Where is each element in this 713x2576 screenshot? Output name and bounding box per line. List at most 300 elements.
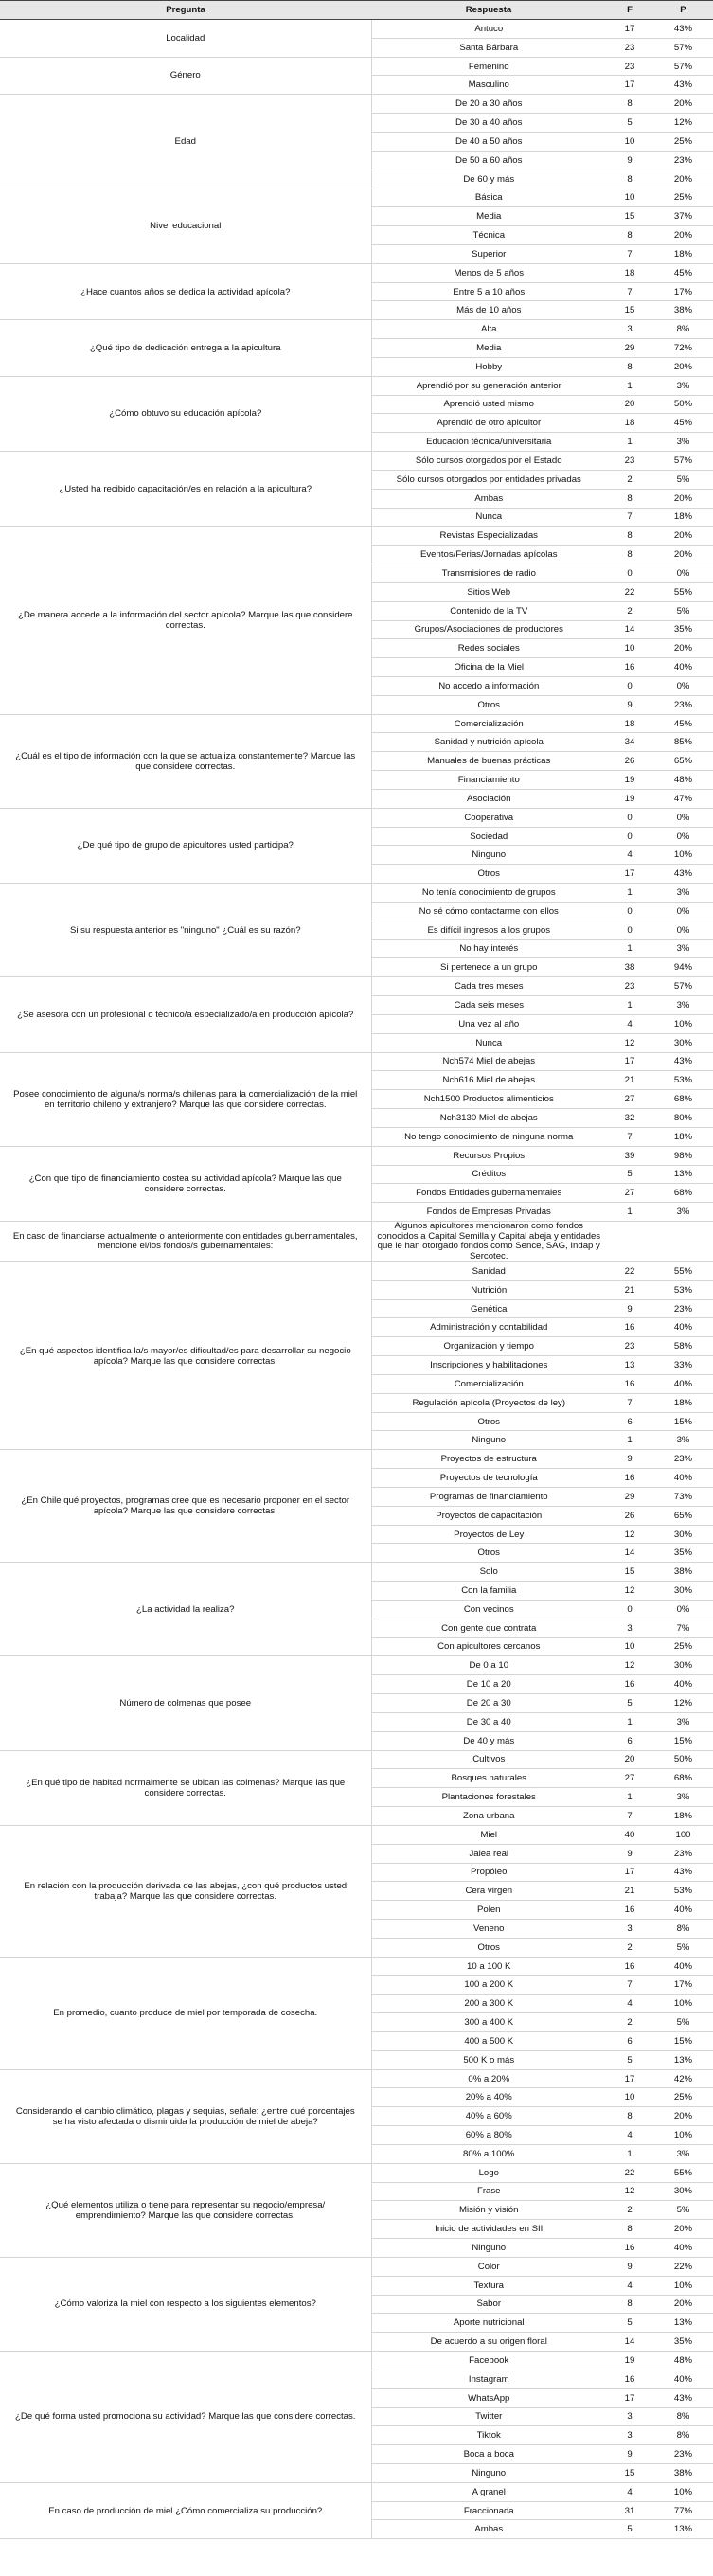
question-cell: En caso de financiarse actualmente o anteriormente con entidades gubernamentales, mencione el/los fondos/s gubernamentales:: [0, 1222, 371, 1262]
frequency-cell: 6: [606, 2031, 653, 2050]
frequency-cell: 1: [606, 1788, 653, 1807]
question-cell: ¿Cómo valoriza la miel con respecto a los siguientes elementos?: [0, 2257, 371, 2351]
answer-cell: Genética: [371, 1299, 606, 1318]
frequency-cell: 14: [606, 620, 653, 639]
frequency-cell: 1: [606, 884, 653, 903]
answer-cell: No hay interés: [371, 939, 606, 958]
percent-cell: 30%: [653, 2182, 713, 2201]
answer-cell: Proyectos de capacitación: [371, 1506, 606, 1525]
percent-cell: 40%: [653, 2239, 713, 2258]
frequency-cell: 23: [606, 452, 653, 471]
answer-cell: De 60 y más: [371, 170, 606, 188]
answer-cell: Masculino: [371, 76, 606, 95]
answer-cell: Facebook: [371, 2352, 606, 2370]
percent-cell: 77%: [653, 2501, 713, 2520]
answer-cell: Con gente que contrata: [371, 1619, 606, 1637]
frequency-cell: 21: [606, 1280, 653, 1299]
frequency-cell: 8: [606, 2295, 653, 2314]
table-row: [0, 95, 713, 114]
percent-cell: 20%: [653, 226, 713, 245]
answer-cell: WhatsApp: [371, 2388, 606, 2407]
frequency-cell: 18: [606, 714, 653, 733]
answer-cell: Misión y visión: [371, 2201, 606, 2220]
percent-cell: 23%: [653, 2445, 713, 2464]
table-row: [0, 320, 713, 339]
frequency-cell: 21: [606, 1071, 653, 1090]
frequency-cell: 9: [606, 2257, 653, 2276]
answer-cell: Propóleo: [371, 1863, 606, 1882]
frequency-cell: 2: [606, 1938, 653, 1957]
frequency-cell: 4: [606, 2276, 653, 2295]
percent-cell: 20%: [653, 95, 713, 114]
table-row: [0, 1656, 713, 1675]
answer-cell: Comercialización: [371, 1374, 606, 1393]
percent-cell: 20%: [653, 357, 713, 376]
frequency-cell: 20: [606, 1750, 653, 1769]
answer-cell: Entre 5 a 10 años: [371, 282, 606, 301]
answer-cell: Manuales de buenas prácticas: [371, 752, 606, 771]
percent-cell: 0%: [653, 676, 713, 695]
answer-cell: Sanidad: [371, 1262, 606, 1281]
table-row: [0, 188, 713, 207]
frequency-cell: 26: [606, 752, 653, 771]
table-row: [0, 2257, 713, 2276]
answer-cell: Financiamiento: [371, 771, 606, 790]
answer-cell: De 40 a 50 años: [371, 132, 606, 151]
percent-cell: 5%: [653, 2013, 713, 2032]
answer-cell: Sitios Web: [371, 582, 606, 601]
frequency-cell: 9: [606, 1450, 653, 1469]
percent-cell: 43%: [653, 76, 713, 95]
percent-cell: 40%: [653, 1957, 713, 1976]
header-p: P: [653, 1, 713, 20]
percent-cell: 18%: [653, 1393, 713, 1412]
answer-cell: Básica: [371, 188, 606, 207]
frequency-cell: 4: [606, 1995, 653, 2013]
frequency-cell: 10: [606, 188, 653, 207]
table-row: [0, 1146, 713, 1165]
answer-cell: Media: [371, 339, 606, 358]
frequency-cell: 19: [606, 771, 653, 790]
percent-cell: 18%: [653, 1807, 713, 1826]
frequency-cell: 5: [606, 114, 653, 133]
percent-cell: 50%: [653, 395, 713, 414]
frequency-cell: 7: [606, 244, 653, 263]
answer-cell: Revistas Especializadas: [371, 527, 606, 546]
frequency-cell: 5: [606, 2314, 653, 2333]
answer-cell: Oficina de la Miel: [371, 658, 606, 677]
frequency-cell: 18: [606, 414, 653, 433]
answer-cell: Otros: [371, 1544, 606, 1563]
percent-cell: 80%: [653, 1109, 713, 1128]
percent-cell: 0%: [653, 921, 713, 939]
answer-cell: 300 a 400 K: [371, 2013, 606, 2032]
percent-cell: 20%: [653, 170, 713, 188]
answer-cell: Miel: [371, 1825, 606, 1844]
frequency-cell: 10: [606, 132, 653, 151]
percent-cell: 18%: [653, 244, 713, 263]
table-row: [0, 2069, 713, 2088]
answer-cell: Boca a boca: [371, 2445, 606, 2464]
answer-cell: Textura: [371, 2276, 606, 2295]
answer-cell: Cultivos: [371, 1750, 606, 1769]
percent-cell: 15%: [653, 2031, 713, 2050]
question-cell: Nivel educacional: [0, 188, 371, 263]
percent-cell: 10%: [653, 1995, 713, 2013]
frequency-cell: 17: [606, 1052, 653, 1071]
frequency-cell: 20: [606, 395, 653, 414]
answer-cell: Ninguno: [371, 846, 606, 865]
answer-cell: A granel: [371, 2482, 606, 2501]
answer-cell: Hobby: [371, 357, 606, 376]
question-cell: En relación con la producción derivada de las abejas, ¿con qué productos usted trabaja? Marque las que considere correctas.: [0, 1825, 371, 1957]
percent-cell: 40%: [653, 2370, 713, 2388]
answer-cell: Twitter: [371, 2407, 606, 2426]
percent-cell: 57%: [653, 452, 713, 471]
percent-cell: 68%: [653, 1769, 713, 1788]
frequency-cell: 4: [606, 846, 653, 865]
frequency-cell: 7: [606, 282, 653, 301]
answer-cell: 100 a 200 K: [371, 1976, 606, 1995]
frequency-cell: 7: [606, 1393, 653, 1412]
percent-cell: 20%: [653, 489, 713, 508]
answer-cell: Bosques naturales: [371, 1769, 606, 1788]
answer-cell: Femenino: [371, 57, 606, 76]
answer-cell: Plantaciones forestales: [371, 1788, 606, 1807]
percent-cell: 30%: [653, 1656, 713, 1675]
answer-cell: Nutrición: [371, 1280, 606, 1299]
answer-cell: Nch574 Miel de abejas: [371, 1052, 606, 1071]
answer-cell: Otros: [371, 695, 606, 714]
frequency-cell: 8: [606, 170, 653, 188]
frequency-cell: 0: [606, 808, 653, 827]
percent-cell: 10%: [653, 2482, 713, 2501]
frequency-cell: 8: [606, 2220, 653, 2239]
frequency-cell: 0: [606, 676, 653, 695]
frequency-cell: 1: [606, 939, 653, 958]
percent-cell: 65%: [653, 752, 713, 771]
answer-cell: Recursos Propios: [371, 1146, 606, 1165]
frequency-cell: 7: [606, 508, 653, 527]
percent-cell: 22%: [653, 2257, 713, 2276]
frequency-cell: 4: [606, 2126, 653, 2145]
frequency-cell: 27: [606, 1090, 653, 1109]
answer-cell: Proyectos de Ley: [371, 1525, 606, 1544]
answer-cell: Sólo cursos otorgados por el Estado: [371, 452, 606, 471]
frequency-cell: 16: [606, 1318, 653, 1337]
answer-cell: Algunos apicultores mencionaron como fondos conocidos a Capital Semilla y Capital abeja y entidades que le han otorgado fondos como Sence, SAG, Indap y Sercotec.: [371, 1222, 606, 1262]
question-cell: ¿De qué tipo de grupo de apicultores usted participa?: [0, 808, 371, 883]
percent-cell: 8%: [653, 2426, 713, 2445]
answer-cell: Frase: [371, 2182, 606, 2201]
answer-cell: Redes sociales: [371, 639, 606, 658]
answer-cell: Alta: [371, 320, 606, 339]
question-cell: Posee conocimiento de alguna/s norma/s chilenas para la comercialización de la miel en territorio chileno y extranjero? Marque las que considere correctas.: [0, 1052, 371, 1146]
percent-cell: 23%: [653, 1450, 713, 1469]
percent-cell: 12%: [653, 114, 713, 133]
percent-cell: 72%: [653, 339, 713, 358]
answer-cell: De 10 a 20: [371, 1675, 606, 1694]
percent-cell: 47%: [653, 789, 713, 808]
percent-cell: 25%: [653, 1637, 713, 1656]
percent-cell: 3%: [653, 2144, 713, 2163]
percent-cell: 53%: [653, 1280, 713, 1299]
question-cell: Edad: [0, 95, 371, 188]
frequency-cell: 9: [606, 1844, 653, 1863]
frequency-cell: 3: [606, 320, 653, 339]
answer-cell: Cada tres meses: [371, 977, 606, 996]
percent-cell: 68%: [653, 1184, 713, 1203]
table-row: [0, 57, 713, 76]
answer-cell: Cooperativa: [371, 808, 606, 827]
answer-cell: Ninguno: [371, 2239, 606, 2258]
frequency-cell: 12: [606, 1656, 653, 1675]
frequency-cell: 7: [606, 1807, 653, 1826]
header-respuesta: Respuesta: [371, 1, 606, 20]
percent-cell: 45%: [653, 414, 713, 433]
percent-cell: 0%: [653, 564, 713, 583]
frequency-cell: 2: [606, 601, 653, 620]
percent-cell: 5%: [653, 2201, 713, 2220]
question-cell: ¿Cómo obtuvo su educación apícola?: [0, 376, 371, 451]
percent-cell: 13%: [653, 2314, 713, 2333]
frequency-cell: 22: [606, 2163, 653, 2182]
table-row: [0, 977, 713, 996]
frequency-cell: 13: [606, 1356, 653, 1375]
percent-cell: 10%: [653, 2276, 713, 2295]
frequency-cell: 29: [606, 339, 653, 358]
answer-cell: De 40 y más: [371, 1731, 606, 1750]
percent-cell: 18%: [653, 1127, 713, 1146]
answer-cell: De 20 a 30: [371, 1694, 606, 1713]
answer-cell: No sé cómo contactarme con ellos: [371, 902, 606, 921]
frequency-cell: 0: [606, 921, 653, 939]
answer-cell: Nch1500 Productos alimenticios: [371, 1090, 606, 1109]
percent-cell: 3%: [653, 433, 713, 452]
question-cell: ¿Hace cuantos años se dedica la actividad apícola?: [0, 263, 371, 319]
answer-cell: Otros: [371, 1412, 606, 1431]
answer-cell: Una vez al año: [371, 1014, 606, 1033]
answer-cell: Nunca: [371, 508, 606, 527]
percent-cell: 20%: [653, 639, 713, 658]
percent-cell: 8%: [653, 1919, 713, 1938]
answer-cell: Es difícil ingresos a los grupos: [371, 921, 606, 939]
percent-cell: 13%: [653, 1165, 713, 1184]
percent-cell: 13%: [653, 2050, 713, 2069]
percent-cell: 57%: [653, 57, 713, 76]
answer-cell: 500 K o más: [371, 2050, 606, 2069]
answer-cell: Otros: [371, 1938, 606, 1957]
answer-cell: Con la familia: [371, 1582, 606, 1601]
table-body: [0, 20, 713, 2539]
table-row: [0, 452, 713, 471]
percent-cell: 20%: [653, 527, 713, 546]
answer-cell: Sanidad y nutrición apícola: [371, 733, 606, 752]
table-row: [0, 376, 713, 395]
answer-cell: Inicio de actividades en SII: [371, 2220, 606, 2239]
percent-cell: 13%: [653, 2520, 713, 2539]
answer-cell: Zona urbana: [371, 1807, 606, 1826]
frequency-cell: 8: [606, 489, 653, 508]
table-row: [0, 1262, 713, 1281]
frequency-cell: 27: [606, 1184, 653, 1203]
percent-cell: 48%: [653, 771, 713, 790]
frequency-cell: 7: [606, 1127, 653, 1146]
frequency-cell: 15: [606, 2464, 653, 2483]
question-cell: ¿Con que tipo de financiamiento costea su actividad apícola? Marque las que considere correctas.: [0, 1146, 371, 1221]
answer-cell: Administración y contabilidad: [371, 1318, 606, 1337]
answer-cell: De 0 a 10: [371, 1656, 606, 1675]
frequency-cell: 17: [606, 865, 653, 884]
frequency-cell: 1: [606, 433, 653, 452]
answer-cell: Asociación: [371, 789, 606, 808]
percent-cell: 94%: [653, 958, 713, 977]
answer-cell: Ninguno: [371, 2464, 606, 2483]
frequency-cell: 12: [606, 1582, 653, 1601]
frequency-cell: 5: [606, 1165, 653, 1184]
answer-cell: Veneno: [371, 1919, 606, 1938]
table-row: [0, 2352, 713, 2370]
frequency-cell: 15: [606, 1563, 653, 1582]
frequency-cell: 17: [606, 2388, 653, 2407]
percent-cell: 55%: [653, 582, 713, 601]
percent-cell: 40%: [653, 1901, 713, 1920]
answer-cell: Con apicultores cercanos: [371, 1637, 606, 1656]
percent-cell: 55%: [653, 2163, 713, 2182]
answer-cell: Fondos Entidades gubernamentales: [371, 1184, 606, 1203]
question-cell: Considerando el cambio climático, plagas y sequias, señale: ¿entre qué porcentajes se ha visto afectada o disminuida la producción de miel de abeja?: [0, 2069, 371, 2163]
table-row: [0, 1450, 713, 1469]
percent-cell: 40%: [653, 1469, 713, 1488]
percent-cell: 25%: [653, 132, 713, 151]
frequency-cell: 0: [606, 1600, 653, 1619]
percent-cell: 43%: [653, 865, 713, 884]
percent-cell: 5%: [653, 470, 713, 489]
answer-cell: Grupos/Asociaciones de productores: [371, 620, 606, 639]
answer-cell: Fondos de Empresas Privadas: [371, 1203, 606, 1222]
percent-cell: 33%: [653, 1356, 713, 1375]
percent-cell: 3%: [653, 996, 713, 1015]
answer-cell: Organización y tiempo: [371, 1337, 606, 1356]
question-cell: Localidad: [0, 20, 371, 58]
table-row: [0, 1563, 713, 1582]
percent-cell: 35%: [653, 620, 713, 639]
percent-cell: 23%: [653, 695, 713, 714]
frequency-cell: 3: [606, 1619, 653, 1637]
answer-cell: Aprendió de otro apicultor: [371, 414, 606, 433]
percent-cell: 68%: [653, 1090, 713, 1109]
frequency-cell: 9: [606, 1299, 653, 1318]
answer-cell: De 30 a 40 años: [371, 114, 606, 133]
question-cell: ¿La actividad la realiza?: [0, 1563, 371, 1656]
answer-cell: Proyectos de tecnología: [371, 1469, 606, 1488]
answer-cell: Ambas: [371, 2520, 606, 2539]
percent-cell: 58%: [653, 1337, 713, 1356]
answer-cell: Tiktok: [371, 2426, 606, 2445]
percent-cell: 17%: [653, 282, 713, 301]
answer-cell: 200 a 300 K: [371, 1995, 606, 2013]
answer-cell: No accedo a información: [371, 676, 606, 695]
answer-cell: Nch3130 Miel de abejas: [371, 1109, 606, 1128]
percent-cell: 37%: [653, 207, 713, 226]
percent-cell: [653, 1222, 713, 1262]
percent-cell: 65%: [653, 1506, 713, 1525]
percent-cell: 38%: [653, 2464, 713, 2483]
percent-cell: 30%: [653, 1582, 713, 1601]
answer-cell: Ambas: [371, 489, 606, 508]
percent-cell: 100: [653, 1825, 713, 1844]
frequency-cell: 12: [606, 1033, 653, 1052]
frequency-cell: 17: [606, 2069, 653, 2088]
percent-cell: 43%: [653, 1052, 713, 1071]
table-row: [0, 2163, 713, 2182]
answer-cell: Antuco: [371, 20, 606, 39]
percent-cell: 43%: [653, 20, 713, 39]
question-cell: ¿Qué tipo de dedicación entrega a la apicultura: [0, 320, 371, 376]
answer-cell: Superior: [371, 244, 606, 263]
frequency-cell: 0: [606, 902, 653, 921]
answer-cell: 20% a 40%: [371, 2088, 606, 2107]
frequency-cell: 2: [606, 2013, 653, 2032]
answer-cell: Contenido de la TV: [371, 601, 606, 620]
frequency-cell: 12: [606, 1525, 653, 1544]
frequency-cell: 16: [606, 1901, 653, 1920]
frequency-cell: 9: [606, 695, 653, 714]
percent-cell: 23%: [653, 1844, 713, 1863]
percent-cell: 8%: [653, 2407, 713, 2426]
frequency-cell: 23: [606, 1337, 653, 1356]
frequency-cell: 5: [606, 1694, 653, 1713]
table-row: [0, 1052, 713, 1071]
frequency-cell: 6: [606, 1412, 653, 1431]
percent-cell: 20%: [653, 2295, 713, 2314]
percent-cell: 43%: [653, 1863, 713, 1882]
frequency-cell: 8: [606, 2107, 653, 2126]
answer-cell: Logo: [371, 2163, 606, 2182]
frequency-cell: 16: [606, 1957, 653, 1976]
answer-cell: De 50 a 60 años: [371, 151, 606, 170]
answer-cell: No tenía conocimiento de grupos: [371, 884, 606, 903]
header-row: [0, 1, 713, 20]
percent-cell: 12%: [653, 1694, 713, 1713]
answer-cell: Sabor: [371, 2295, 606, 2314]
percent-cell: 30%: [653, 1525, 713, 1544]
percent-cell: 17%: [653, 1976, 713, 1995]
question-cell: Género: [0, 57, 371, 95]
percent-cell: 53%: [653, 1071, 713, 1090]
answer-cell: Ninguno: [371, 1431, 606, 1450]
frequency-cell: 12: [606, 2182, 653, 2201]
answer-cell: Proyectos de estructura: [371, 1450, 606, 1469]
answer-cell: Sólo cursos otorgados por entidades privadas: [371, 470, 606, 489]
frequency-cell: 1: [606, 1203, 653, 1222]
frequency-cell: 38: [606, 958, 653, 977]
percent-cell: 0%: [653, 1600, 713, 1619]
percent-cell: 23%: [653, 151, 713, 170]
percent-cell: 40%: [653, 1374, 713, 1393]
percent-cell: 0%: [653, 827, 713, 846]
percent-cell: 30%: [653, 1033, 713, 1052]
frequency-cell: 0: [606, 564, 653, 583]
frequency-cell: 5: [606, 2050, 653, 2069]
frequency-cell: 22: [606, 1262, 653, 1281]
table-row: [0, 263, 713, 282]
percent-cell: 57%: [653, 977, 713, 996]
answer-cell: Nunca: [371, 1033, 606, 1052]
frequency-cell: 10: [606, 639, 653, 658]
question-cell: ¿En qué tipo de habitad normalmente se ubican las colmenas? Marque las que considere correctas.: [0, 1750, 371, 1825]
frequency-cell: 1: [606, 996, 653, 1015]
